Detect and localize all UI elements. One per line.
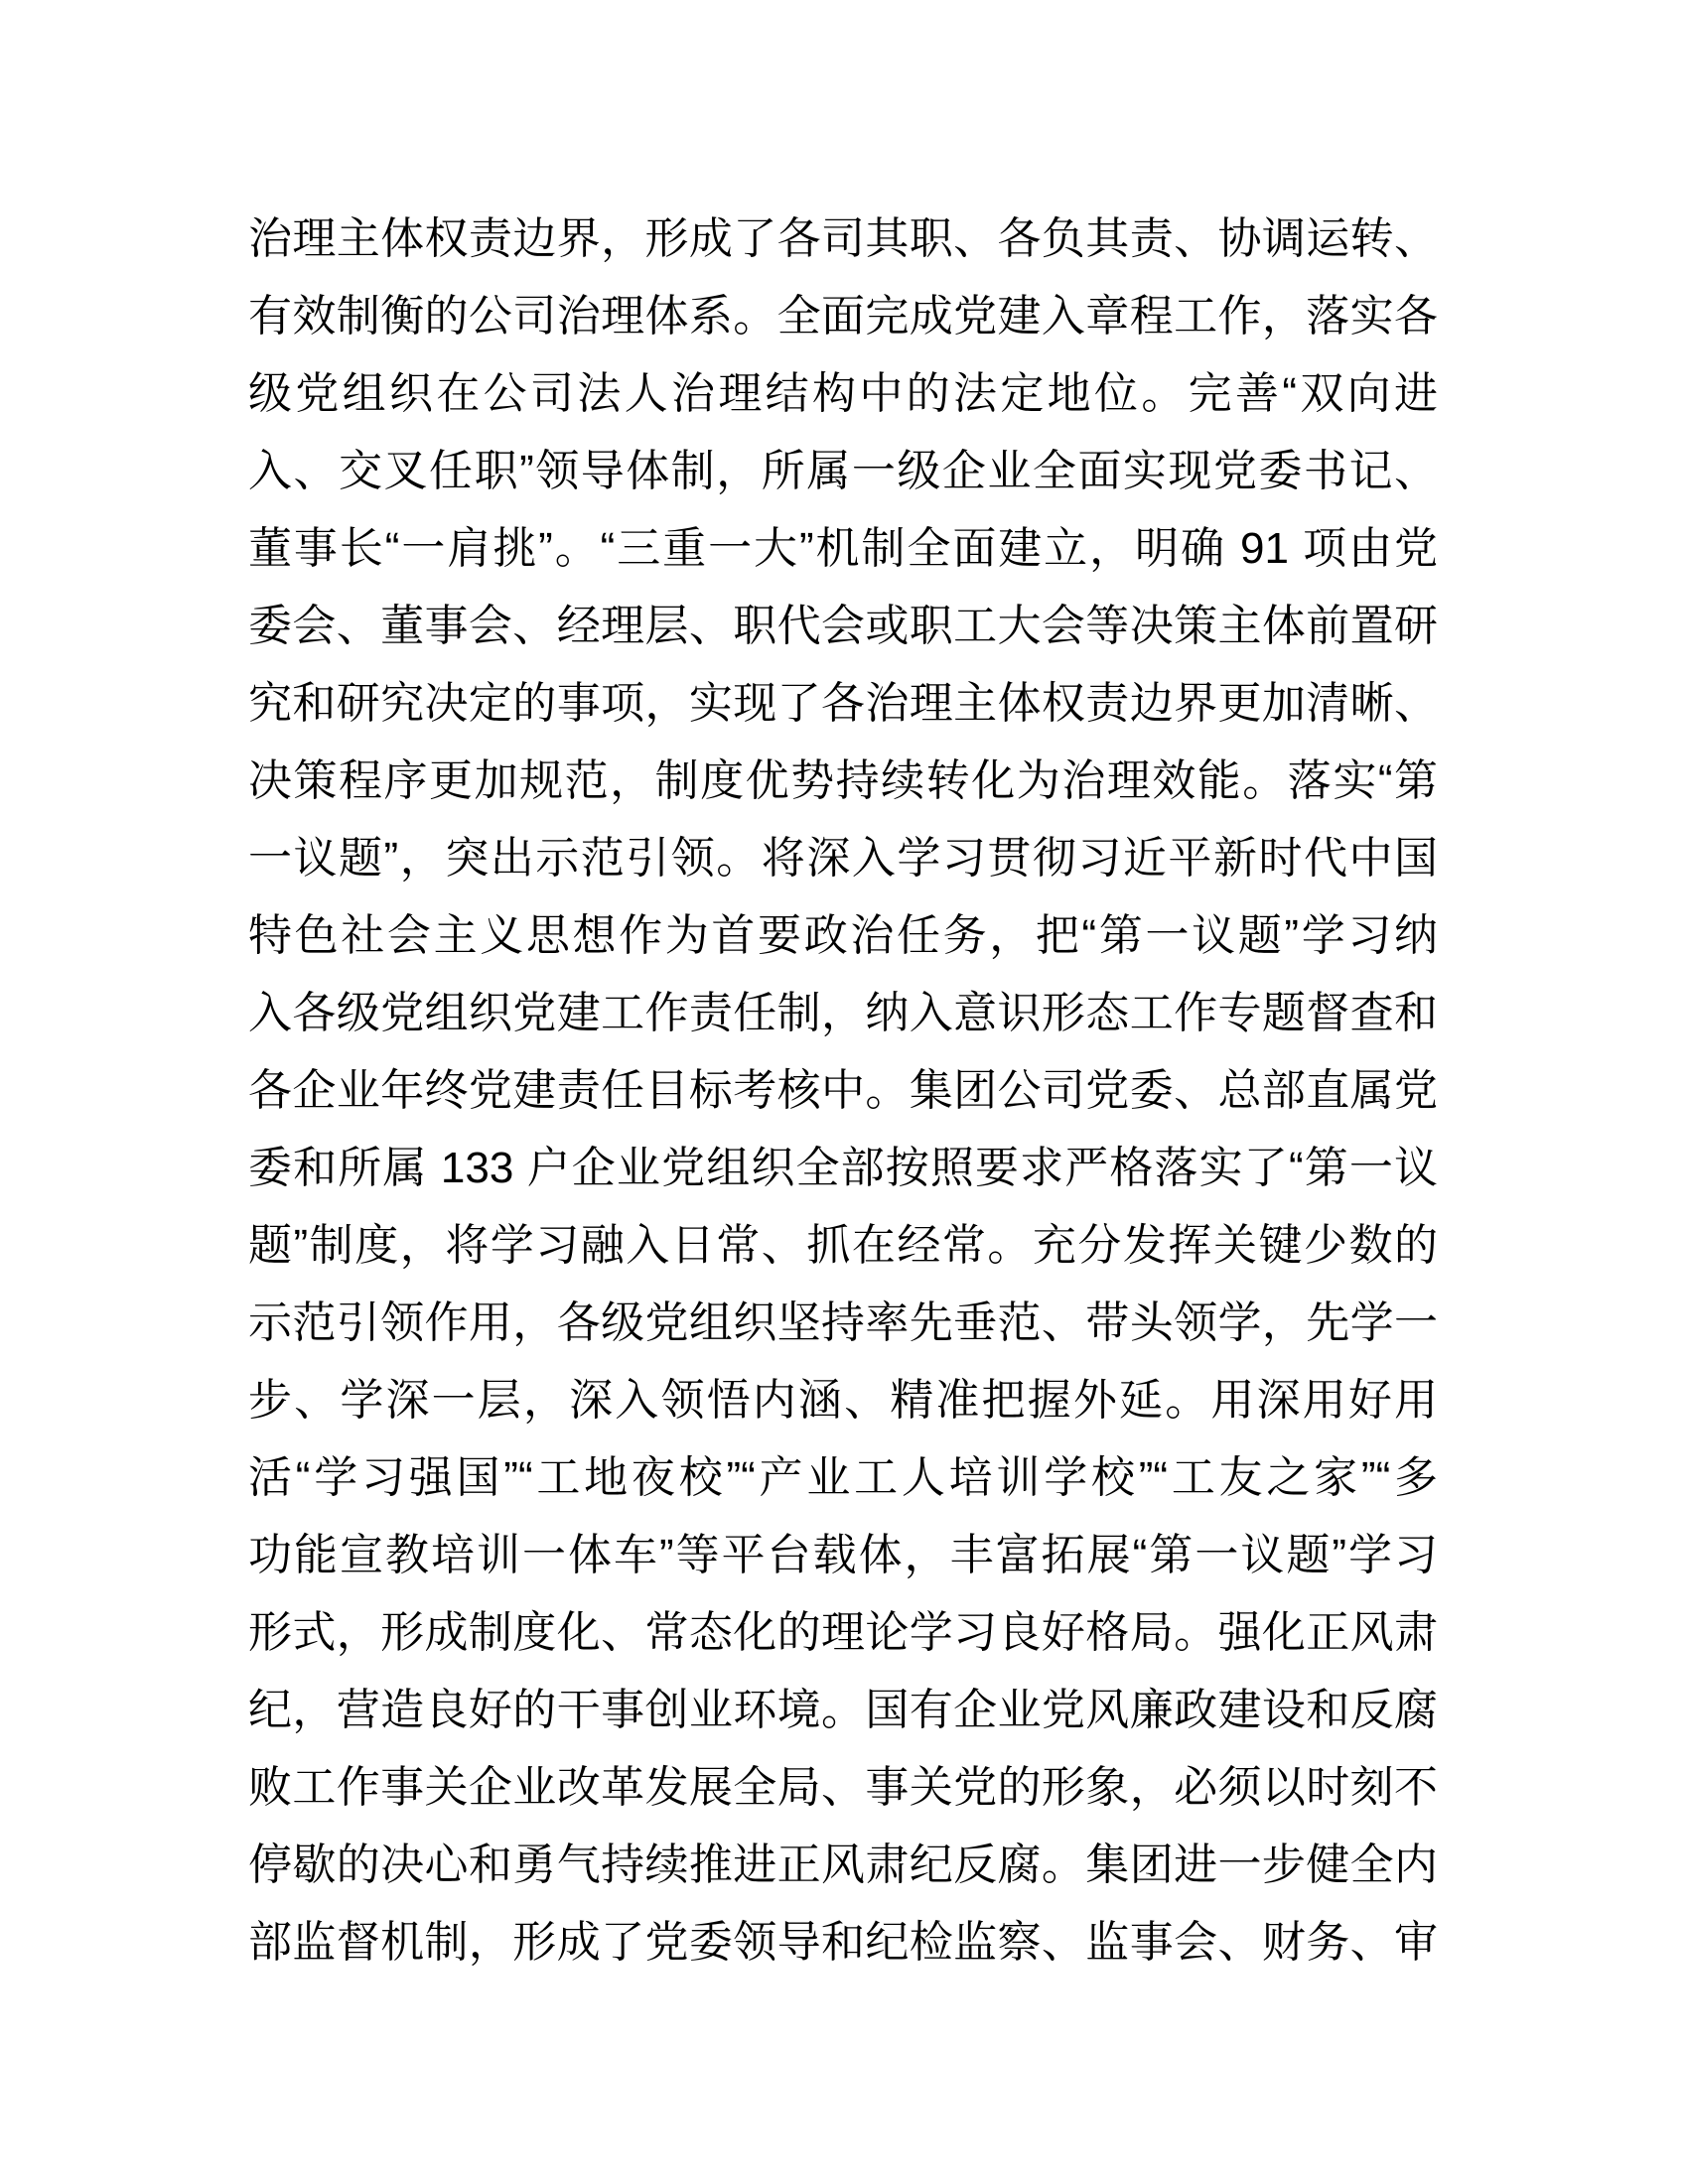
text-line: 形式，形成制度化、常态化的理论学习良好格局。强化正风肃 (248, 1608, 1438, 1657)
text-line: 败工作事关企业改革发展全局、事关党的形象，必须以时刻不 (248, 1763, 1438, 1812)
text-line: 特色社会主义思想作为首要政治任务，把“第一议题”学习纳 (248, 911, 1438, 960)
document-body-text (248, 201, 1438, 1981)
text-line: 入、交叉任职”领导体制，所属一级企业全面实现党委书记、 (248, 447, 1438, 495)
text-line: 活“学习强国”“工地夜校”“产业工人培训学校”“工友之家”“多 (248, 1453, 1438, 1502)
text-line: 各企业年终党建责任目标考核中。集团公司党委、总部直属党 (248, 1066, 1438, 1115)
text-line: 委会、董事会、经理层、职代会或职工大会等决策主体前置研 (248, 602, 1438, 650)
text-line: 决策程序更加规范，制度优势持续转化为治理效能。落实“第 (248, 756, 1438, 805)
text-line: 步、学深一层，深入领悟内涵、精准把握外延。用深用好用 (248, 1376, 1438, 1425)
text-line: 究和研究决定的事项，实现了各治理主体权责边界更加清晰、 (248, 679, 1438, 728)
text-line: 纪，营造良好的干事创业环境。国有企业党风廉政建设和反腐 (248, 1686, 1438, 1734)
text-line: 一议题”，突出示范引领。将深入学习贯彻习近平新时代中国 (248, 834, 1438, 883)
text-line: 入各级党组织党建工作责任制，纳入意识形态工作专题督查和 (248, 989, 1438, 1037)
text-line: 示范引领作用，各级党组织坚持率先垂范、带头领学，先学一 (248, 1298, 1438, 1347)
text-line: 部监督机制，形成了党委领导和纪检监察、监事会、财务、审 (248, 1918, 1438, 1967)
text-line: 董事长“一肩挑”。“三重一大”机制全面建立，明确 91 项由党 (248, 524, 1438, 573)
text-line: 题”制度，将学习融入日常、抓在经常。充分发挥关键少数的 (248, 1221, 1438, 1270)
text-line: 有效制衡的公司治理体系。全面完成党建入章程工作，落实各 (248, 292, 1438, 341)
text-line: 委和所属 133 户企业党组织全部按照要求严格落实了“第一议 (248, 1144, 1438, 1192)
text-line: 功能宣教培训一体车”等平台载体，丰富拓展“第一议题”学习 (248, 1531, 1438, 1579)
text-line: 停歇的决心和勇气持续推进正风肃纪反腐。集团进一步健全内 (248, 1841, 1438, 1889)
text-line: 治理主体权责边界，形成了各司其职、各负其责、协调运转、 (248, 214, 1438, 263)
text-line: 级党组织在公司法人治理结构中的法定地位。完善“双向进 (248, 369, 1438, 418)
